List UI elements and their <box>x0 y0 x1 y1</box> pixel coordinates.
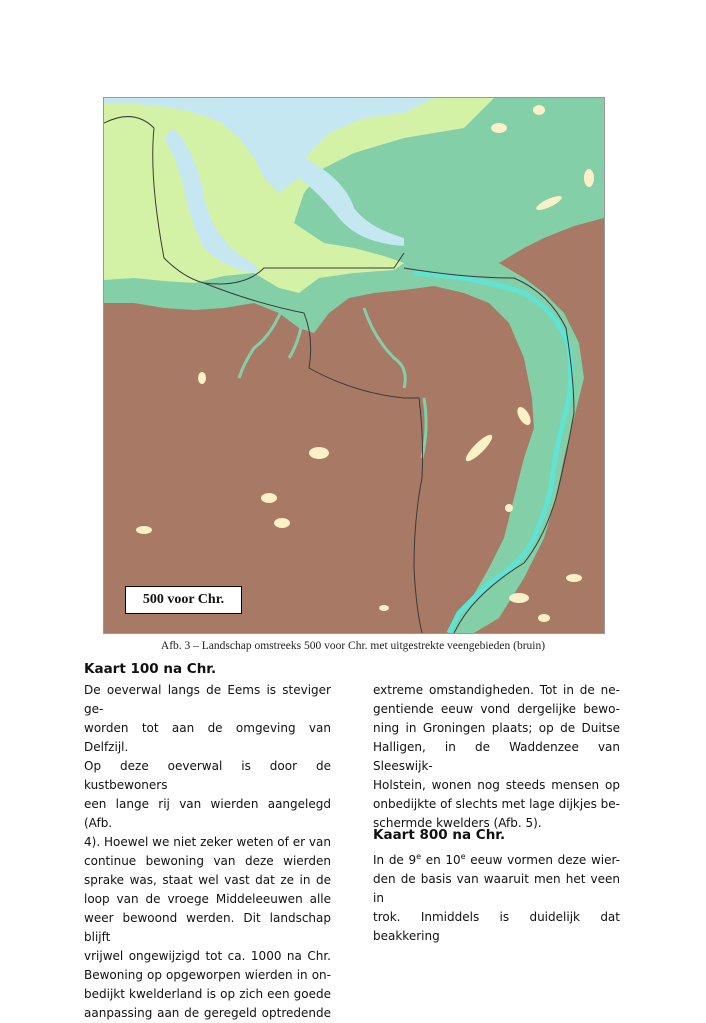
text-line: 4). Hoewel we niet zeker weten of er van <box>84 835 331 849</box>
text-line: trok. Inmiddels is duidelijk dat beakkering <box>373 910 620 943</box>
landscape-map <box>103 97 605 634</box>
superscript: e <box>460 852 466 861</box>
text-line: aanpassing aan de geregeld optredende <box>84 1006 331 1020</box>
text-line: Op deze oeverwal is door de kustbewoners <box>84 759 331 792</box>
text-fragment: eeuw vormen deze wier- <box>465 853 620 867</box>
text-line: onbedijkte of slechts met lage dijkjes be- <box>373 797 620 811</box>
text-line: ning in Groningen plaats; op de Duitse <box>373 721 620 735</box>
text-line: extreme omstandigheden. Tot in de ne- <box>373 683 620 697</box>
text-line: loop van de vroege Middeleeuwen alle <box>84 892 331 906</box>
text-line: bedijkt kwelderland is op zich een goede <box>84 987 331 1001</box>
text-line <box>373 847 620 870</box>
left-column <box>84 681 331 1023</box>
text-line: een lange rij van wierden aangelegd (Afb. <box>84 797 331 830</box>
text-line: continue bewoning van deze wierden <box>84 854 331 868</box>
text-line: weer bewoond werden. Dit landschap blijft <box>84 911 331 944</box>
right-column-bottom <box>373 847 620 946</box>
text-line: Bewoning op opgeworpen wierden in on- <box>84 968 331 982</box>
map-period-label: 500 voor Chr. <box>125 586 242 614</box>
map-graphic <box>104 98 604 633</box>
text-line: worden tot aan de omgeving van Delfzijl. <box>84 721 331 754</box>
text-line: Holstein, wonen nog steeds mensen op <box>373 778 620 792</box>
figure-caption: Afb. 3 – Landschap omstreeks 500 voor Chr. met uitgestrekte veengebieden (bruin) <box>160 640 546 652</box>
text-line: schermde kwelders (Afb. 5). <box>373 816 542 830</box>
text-line: sprake was, staat wel vast dat ze in de <box>84 873 331 887</box>
text-line: Halligen, in de Waddenzee van Sleeswijk- <box>373 740 620 773</box>
text-line: De oeverwal langs de Eems is steviger ge- <box>84 683 331 716</box>
section-heading-800: Kaart 800 na Chr. <box>373 827 506 843</box>
text-fragment: In de 9 <box>373 853 417 867</box>
text-line: vrijwel ongewijzigd tot ca. 1000 na Chr. <box>84 949 331 963</box>
superscript: e <box>416 852 422 861</box>
right-column-top <box>373 681 620 833</box>
text-line: gentiende eeuw vond dergelijke bewo- <box>373 702 620 716</box>
text-line: den de basis van waaruit men het veen in <box>373 872 620 905</box>
section-heading-100: Kaart 100 na Chr. <box>84 661 217 677</box>
text-fragment: en 10 <box>421 853 461 867</box>
